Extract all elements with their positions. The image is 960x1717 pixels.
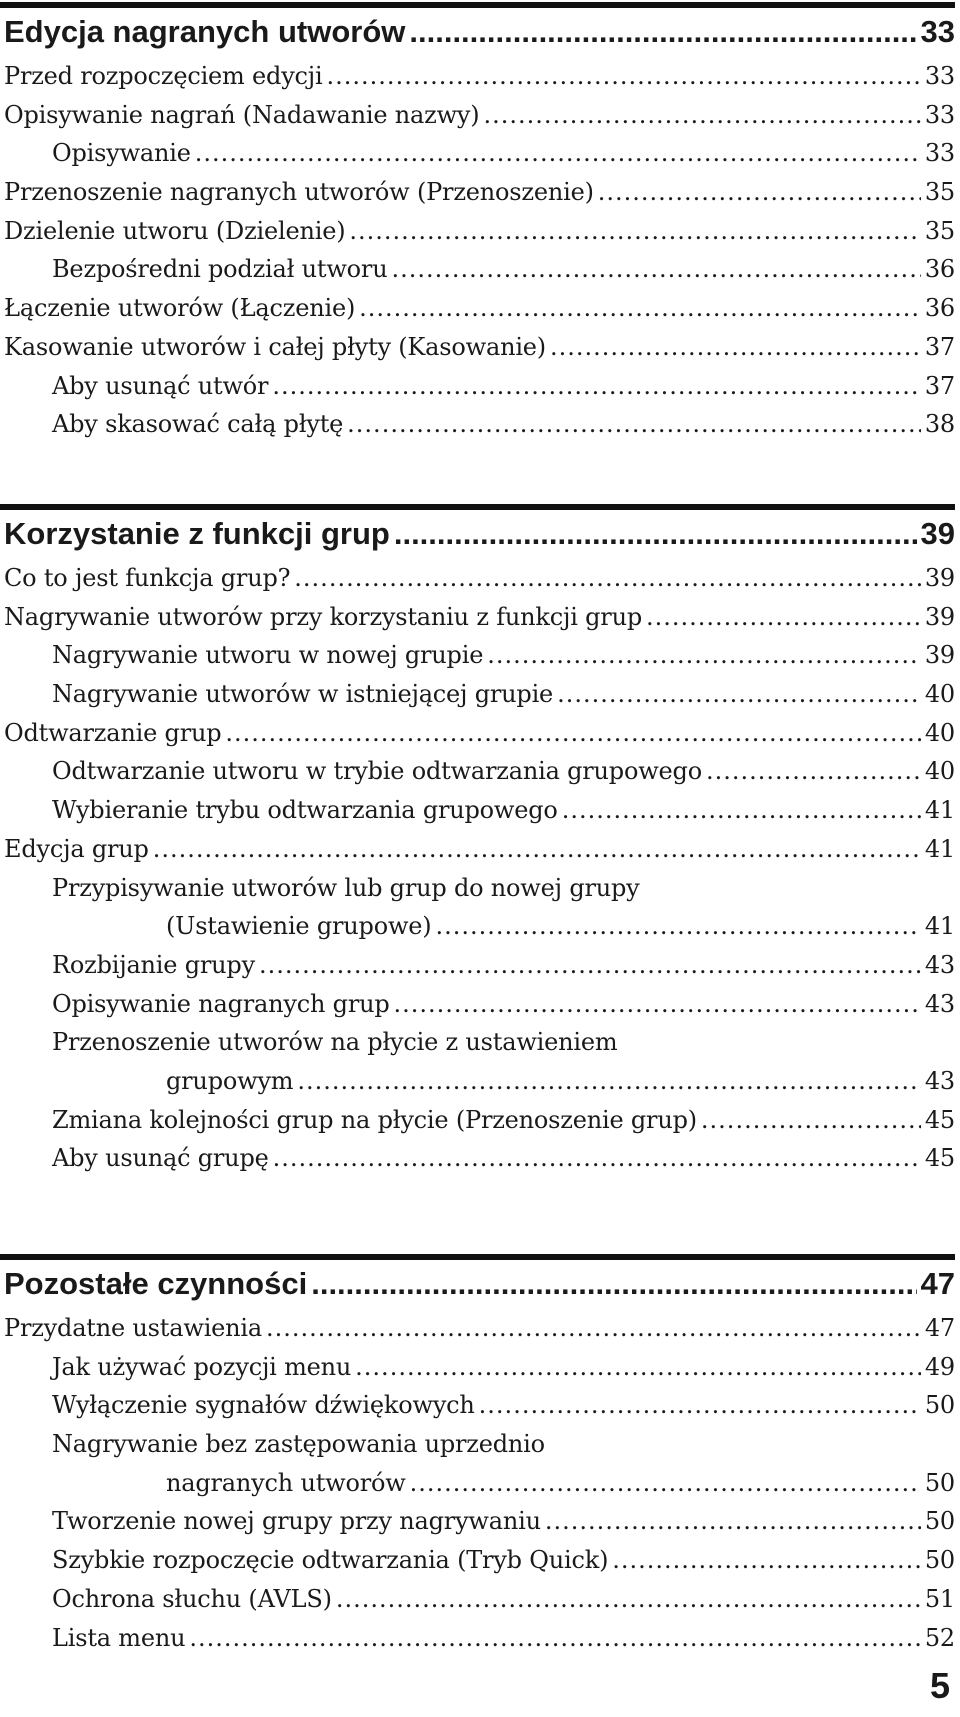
toc-entry-page: 50 [924,1507,955,1536]
toc-entry-title: Ochrona słuchu (AVLS) [52,1584,332,1613]
toc-entry[interactable] [0,1391,955,1430]
dot-leader [311,1266,916,1302]
toc-entry-title: Nagrywanie utworów w istniejącej grupie [52,680,554,709]
toc-entry-page: 43 [924,989,955,1018]
toc-entry-title: Przydatne ustawienia [4,1314,263,1342]
toc-entry[interactable] [0,1353,955,1392]
dot-leader [266,1314,921,1342]
section-heading[interactable] [0,516,955,564]
dot-leader [259,951,921,979]
toc-entry-page: 45 [924,1105,955,1134]
toc-entry-page: 36 [924,294,955,323]
toc-entry-title: Kasowanie utworów i całej płyty (Kasowanie) [4,332,546,361]
section-heading-page: 33 [920,14,955,49]
toc-entry-page: 35 [924,178,955,207]
section-heading-title: Korzystanie z funkcji grup [4,516,390,551]
toc-entry-title: Co to jest funkcja grup? [4,564,291,592]
dot-leader [598,178,921,206]
toc-entry-title: Aby skasować całą płytę [52,410,344,439]
toc-entry-title: Szybkie rozpoczęcie odtwarzania (Tryb Quick) [52,1546,609,1575]
toc-entry-page: 51 [924,1584,955,1613]
dot-leader [646,603,921,631]
section-rule [0,1254,955,1260]
toc-entry-title: Lista menu [52,1623,186,1652]
toc-entry[interactable] [0,62,955,101]
toc-entry-title: Edycja grup [4,834,149,863]
dot-leader [355,1353,921,1381]
toc-entry-title: Dzielenie utworu (Dzielenie) [4,216,346,245]
toc-entry-title: Nagrywanie utworów przy korzystaniu z funkcji grup [4,602,642,631]
dot-leader [562,796,921,824]
toc-entry[interactable] [0,641,955,680]
toc-entry-page: 33 [924,139,955,168]
toc-entry-page: 41 [924,912,955,941]
toc-entry-page: 52 [924,1623,955,1652]
toc-entry-page: 33 [924,100,955,129]
toc-entry[interactable] [0,1144,955,1183]
toc-entry[interactable] [0,757,955,796]
dot-leader [225,719,920,747]
toc-entry-page: 41 [924,796,955,825]
toc-entry-title: Tworzenie nowej grupy przy nagrywaniu [52,1507,541,1536]
toc-entry-title: Łączenie utworów (Łączenie) [4,294,356,323]
toc-entry[interactable] [0,874,955,913]
toc-entry[interactable] [0,333,955,372]
toc-entry[interactable] [0,1430,955,1469]
toc-entry-title: Zmiana kolejności grup na płycie (Przenoszenie grup) [52,1105,697,1134]
toc-entry-page: 35 [924,216,955,245]
section-heading-page: 39 [920,516,955,551]
section-heading-title: Edycja nagranych utworów [4,14,406,49]
dot-leader [479,1391,921,1419]
toc-entry-page: 47 [924,1314,955,1342]
dot-leader [701,1106,921,1134]
dot-leader [391,255,920,283]
toc-entry-title: Przed rozpoczęciem edycji [4,62,323,90]
dot-leader [612,1546,921,1574]
dot-leader [336,1585,921,1613]
toc-entry[interactable] [0,294,955,333]
toc-entry[interactable] [0,101,955,140]
toc-entry-title: Aby usunąć utwór [52,371,269,400]
toc-entry-title: Aby usunąć grupę [52,1144,269,1173]
dot-leader [327,62,921,90]
dot-leader [409,14,916,50]
toc-entry[interactable] [0,1546,955,1585]
dot-leader [349,217,920,245]
toc-entry-page: 37 [924,332,955,361]
toc-entry[interactable] [0,1469,955,1508]
dot-leader [294,564,921,592]
toc-entry-page: 45 [924,1144,955,1173]
toc-entry-title: Wyłączenie sygnałów dźwiękowych [52,1391,475,1420]
toc-section-other [0,1254,955,1662]
toc-entry-title: Jak używać pozycji menu [52,1352,352,1381]
toc-entry-page: 43 [924,950,955,979]
toc-entry[interactable] [0,719,955,758]
toc-entry-page: 50 [924,1468,955,1497]
toc-entry-page: 39 [924,564,955,592]
dot-leader [487,641,921,669]
toc-entry[interactable] [0,1028,955,1067]
toc-entry-title: Przenoszenie utworów na płycie z ustawieniem [52,1028,618,1057]
section-rule [0,2,955,8]
toc-entry-page: 50 [924,1391,955,1420]
toc-entry[interactable] [0,139,955,178]
toc-entry-title: Nagrywanie utworu w nowej grupie [52,641,484,670]
toc-section-editing [0,2,955,449]
toc-entry[interactable] [0,178,955,217]
toc-entry-title: Opisywanie [52,139,191,168]
dot-leader [550,333,921,361]
dot-leader [545,1507,921,1535]
toc-entry[interactable] [0,372,955,411]
toc-entry[interactable] [0,603,955,642]
toc-entry-title: Opisywanie nagranych grup [52,989,390,1018]
toc-entry[interactable] [0,1507,955,1546]
dot-leader [557,680,921,708]
toc-entry[interactable] [0,990,955,1029]
toc-entry-page: 36 [924,255,955,284]
dot-leader [347,410,921,438]
toc-entry-title: grupowym [166,1066,294,1095]
section-heading[interactable] [0,14,955,62]
toc-entry[interactable] [0,1067,955,1106]
page-number: 5 [929,1665,950,1706]
dot-leader [394,990,921,1018]
dot-leader [272,372,921,400]
toc-entry-title: Odtwarzanie utworu w trybie odtwarzania grupowego [52,757,702,786]
toc-entry[interactable] [0,1624,955,1663]
section-heading-page: 47 [920,1266,955,1301]
toc-entry[interactable] [0,835,955,874]
toc-entry[interactable] [0,410,955,449]
dot-leader [483,101,920,129]
toc-entry-page: 43 [924,1066,955,1095]
toc-entry-title: Wybieranie trybu odtwarzania grupowego [52,796,558,825]
toc-entry-page: 33 [924,62,955,90]
toc-entry-title: (Ustawienie grupowe) [166,912,432,941]
toc-entry-title: Przypisywanie utworów lub grup do nowej grupy [52,873,640,902]
toc-entry-title: Bezpośredni podział utworu [52,255,388,284]
toc-entry[interactable] [0,255,955,294]
toc-entry[interactable] [0,1585,955,1624]
toc-entry-page: 49 [924,1352,955,1381]
toc-entry-title: nagranych utworów [166,1468,406,1497]
toc-entry[interactable] [0,217,955,256]
toc-entry-page: 39 [924,641,955,670]
dot-leader [359,294,921,322]
toc-entry-page: 50 [924,1546,955,1575]
toc-section-groups [0,504,955,1183]
toc-entry-page: 40 [924,757,955,786]
toc-entry-title: Rozbijanie grupy [52,950,255,979]
toc-entry[interactable] [0,796,955,835]
toc-entry-title: Przenoszenie nagranych utworów (Przenoszenie) [4,178,594,207]
toc-entry-page: 37 [924,371,955,400]
dot-leader [706,757,921,785]
dot-leader [297,1067,920,1095]
dot-leader [273,1144,921,1172]
toc-entry[interactable] [0,1106,955,1145]
dot-leader [153,835,921,863]
section-heading[interactable] [0,1266,955,1314]
toc-entry-page: 40 [924,718,955,747]
toc-entry[interactable] [0,680,955,719]
toc-entry-page: 41 [924,834,955,863]
toc-entry-title: Odtwarzanie grup [4,718,222,747]
toc-entry-title: Opisywanie nagrań (Nadawanie nazwy) [4,100,480,129]
section-heading-title: Pozostałe czynności [4,1266,308,1301]
toc-entry[interactable] [0,951,955,990]
toc-entry[interactable] [0,1314,955,1353]
dot-leader [195,139,921,167]
dot-leader [410,1469,921,1497]
dot-leader [435,912,920,940]
toc-entry-page: 38 [924,410,955,439]
toc-entry-title: Nagrywanie bez zastępowania uprzednio [52,1430,545,1459]
section-rule [0,504,955,510]
toc-entry[interactable] [0,912,955,951]
toc-entry[interactable] [0,564,955,603]
dot-leader [394,516,917,552]
toc-entry-page: 39 [924,602,955,631]
toc-entry-page: 40 [924,680,955,709]
dot-leader [189,1624,920,1652]
